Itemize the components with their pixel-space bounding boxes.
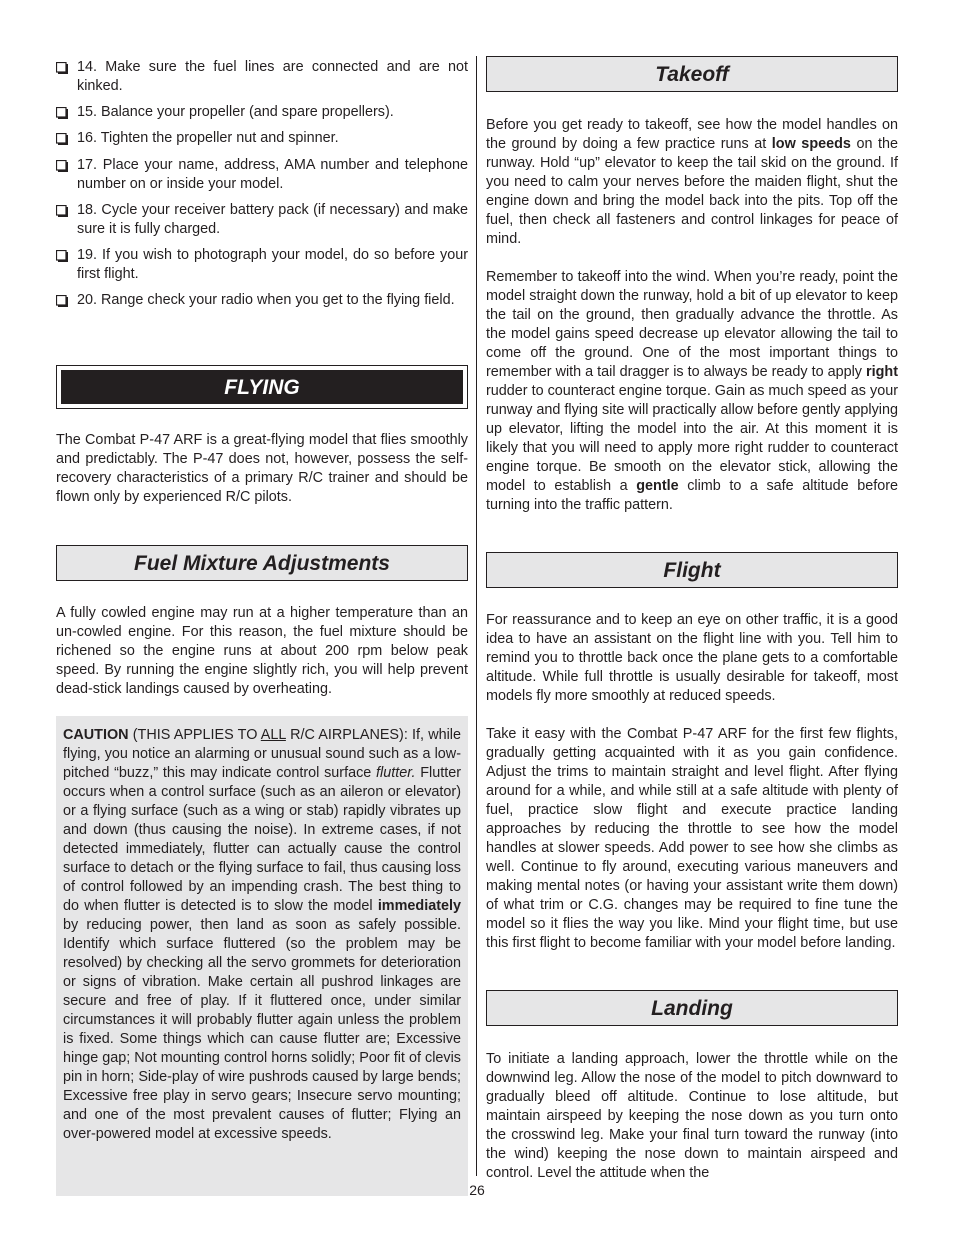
checklist-item-18[interactable] bbox=[56, 201, 468, 239]
flight-heading bbox=[486, 552, 898, 588]
checklist-text: 18. Cycle your receiver battery pack (if necessary) and make sure it is fully charged. bbox=[77, 202, 468, 237]
checkbox-icon[interactable] bbox=[56, 62, 68, 74]
takeoff-heading bbox=[486, 56, 898, 92]
checklist-item-14[interactable] bbox=[56, 58, 468, 96]
page-number: 26 bbox=[469, 1182, 485, 1198]
caution-all: ALL bbox=[260, 727, 286, 743]
caution-flutter: flutter. bbox=[376, 765, 416, 781]
checklist-item-20[interactable] bbox=[56, 291, 468, 310]
checkbox-icon[interactable] bbox=[56, 295, 68, 307]
checkbox-icon[interactable] bbox=[56, 250, 68, 262]
checkbox-icon[interactable] bbox=[56, 160, 68, 172]
checkbox-icon[interactable] bbox=[56, 205, 68, 217]
checkbox-icon[interactable] bbox=[56, 133, 68, 145]
checklist-item-19[interactable] bbox=[56, 246, 468, 284]
checklist-text: 16. Tighten the propeller nut and spinner. bbox=[77, 130, 339, 146]
checklist-text: 19. If you wish to photograph your model, do so before your first flight. bbox=[77, 247, 468, 282]
caution-box bbox=[56, 716, 468, 1196]
flying-heading-text: FLYING bbox=[224, 375, 300, 399]
takeoff-paragraph-2: Remember to takeoff into the wind. When you’re ready, point the model straight down the runway, hold a bit of up elevator to keep the tail on the ground, then gradually advance the throttle. As the model gains speed decrease up elevator allowing the tail to come off the ground. One of the most important things to remember with a tail dragger is to always be ready to apply right rudder to counteract engine torque. Gain as much speed as your runway and flying site will practically allow before gently applying up elevator, lifting the model into the air. At this moment it is likely that you will need to apply more right rudder to counteract engine torque. Be smooth on the elevator stick, allowing the model to establish a gentle climb to a safe altitude before turning into the traffic pattern. bbox=[486, 269, 898, 513]
checklist-text: 20. Range check your radio when you get to the flying field. bbox=[77, 292, 455, 308]
flight-heading-text: Flight bbox=[663, 558, 721, 582]
fuel-mixture-paragraph: A fully cowled engine may run at a higher temperature than an un-cowled engine. For this reason, the fuel mixture should be richened so the engine runs at about 200 rpm below peak speed. By running the engine slightly rich, you will help prevent dead-stick landings caused by overheating. bbox=[56, 605, 468, 697]
caution-paragraph: CAUTION (THIS APPLIES TO ALL R/C AIRPLANES): If, while flying, you notice an alarming or unusual sound such as a low-pitched “buzz,” this may indicate control surface flutter. Flutter occurs when a control surface (such as an aileron or elevator) or a flying surface (such as a wing or stab) rapidly vibrates up and down (thus causing the noise). In extreme cases, if not detected immediately, flutter can actually cause the control surface to detach or the flying surface to fail, thus causing loss of control followed by an impending crash. The best thing to do when flutter is detected is to slow the model immediately by reducing power, then land as soon as safely possible. Identify which surface fluttered (so the problem may be resolved) by checking all the servo grommets for deterioration or signs of vibration. Make certain all pushrod linkages are secure and free of play. If it fluttered once, under similar circumstances it will probably flutter again unless the problem is fixed. Some things which can cause flutter are; Excessive hinge gap; Not mounting control horns solidly; Poor fit of clevis pin in horn; Side-play of wire pushrods caused by large bends; Excessive free play in servo gears; Insecure servo mounting; and one of the most prevalent causes of flutter; Flying an over-powered model at excessive speeds. bbox=[63, 727, 462, 1142]
takeoff-paragraph-1: Before you get ready to takeoff, see how the model handles on the ground by doing a few practice runs at low speeds on the runway. Hold “up” elevator to keep the tail skid on the ground. If you need to calm your nerves before the maiden flight, shut the engine down and bring the model back into the pits. Top off the fuel, then check all fasteners and control linkages for peace of mind. bbox=[486, 117, 898, 247]
fuel-mixture-heading-text: Fuel Mixture Adjustments bbox=[134, 551, 390, 575]
caution-immediately: immediately bbox=[377, 898, 461, 914]
checklist-text: 15. Balance your propeller (and spare propellers). bbox=[77, 104, 394, 120]
checklist-item-17[interactable] bbox=[56, 156, 468, 194]
flying-heading bbox=[56, 365, 468, 409]
fuel-mixture-heading bbox=[56, 545, 468, 581]
flight-paragraph-1: For reassurance and to keep an eye on other traffic, it is a good idea to have an assistant on the flight line with you. Tell him to remind you to throttle back once the plane gets to a comfortable altitude. While full throttle is usually desirable for takeoff, most models fly more smoothly at reduced speeds. bbox=[486, 612, 898, 704]
takeoff-heading-text: Takeoff bbox=[655, 62, 729, 86]
checkbox-icon[interactable] bbox=[56, 107, 68, 119]
checklist-text: 17. Place your name, address, AMA number and telephone number on or inside your model. bbox=[77, 157, 468, 192]
checklist-text: 14. Make sure the fuel lines are connected and are not kinked. bbox=[77, 59, 468, 94]
flight-paragraph-2: Take it easy with the Combat P-47 ARF for the first few flights, gradually getting acquainted with it as you gain confidence. Adjust the trims to maintain straight and level flight. After flying around for a while, and while still at a safe altitude with plenty of fuel, practice slow flight and execute practice landing approaches by reducing the throttle to see how the model handles at slower speeds. Add power to see how she climbs as well. Continue to fly around, executing various maneuvers and making mental notes (or having your assistant write them down) of what trim or C.G. changes may be required to fine tune the model so it flies the way you like. Mind your flight time, but use this first flight to become familiar with your model before landing. bbox=[486, 726, 898, 951]
checklist-item-16[interactable] bbox=[56, 129, 468, 148]
landing-paragraph: To initiate a landing approach, lower the throttle while on the downwind leg. Allow the nose of the model to pitch downward to gradually bleed off altitude. Continue to lose altitude, but maintain airspeed by keeping the nose down as you turn onto the crosswind leg. Make your final turn toward the runway (into the wind) keeping the nose down to maintain airspeed and control. Level the attitude when the bbox=[486, 1051, 898, 1180]
caution-label: CAUTION bbox=[63, 727, 129, 743]
column-divider bbox=[476, 56, 477, 1176]
landing-heading-text: Landing bbox=[651, 996, 733, 1020]
landing-heading bbox=[486, 990, 898, 1026]
flying-paragraph: The Combat P-47 ARF is a great-flying model that flies smoothly and predictably. The P-47 does not, however, possess the self-recovery characteristics of a primary R/C trainer and should be flown only by experienced R/C pilots. bbox=[56, 432, 468, 505]
checklist-item-15[interactable] bbox=[56, 103, 468, 122]
